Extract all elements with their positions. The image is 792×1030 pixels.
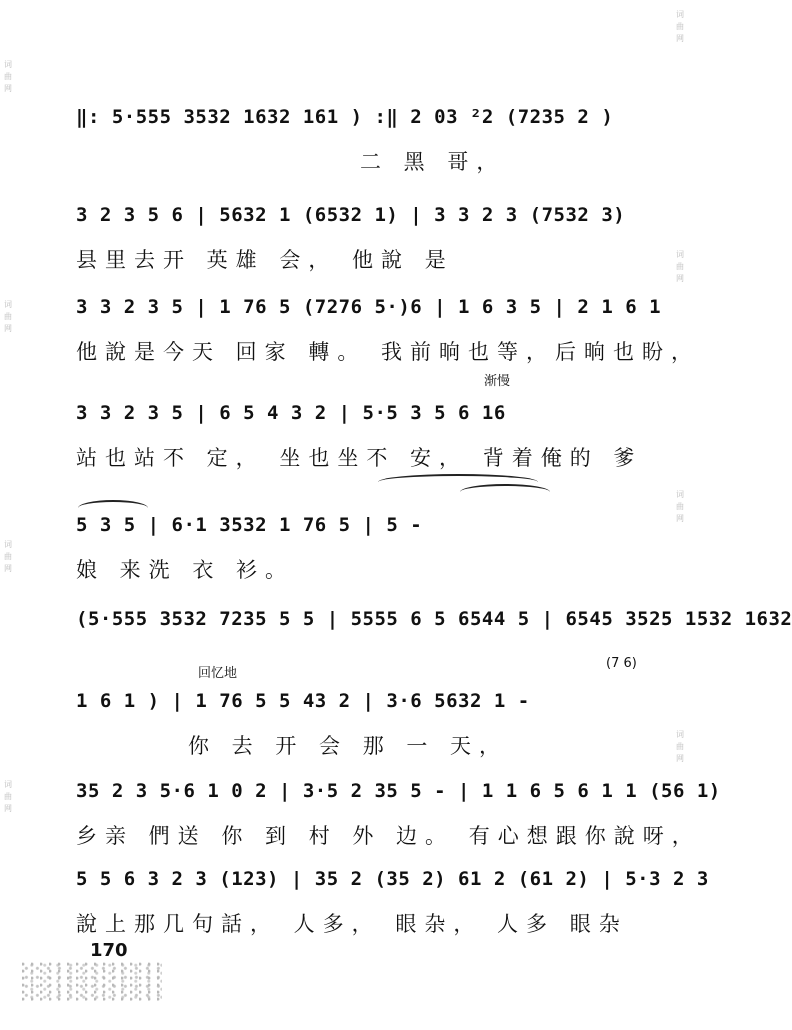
watermark-char: 网 bbox=[4, 564, 12, 573]
page-number: 170 bbox=[90, 940, 128, 961]
watermark-char: 词 bbox=[676, 10, 684, 19]
lyric-line: 乡亲 們送 你 到 村 外 边。 有心想跟你說呀， bbox=[76, 824, 701, 848]
notation-line: 5 5 6 3 2 3 (123) | 35 2 (35 2) 61 2 (61 2) | 5·3 2 3 bbox=[76, 868, 709, 890]
lyric-line: 站也站不 定， 坐也坐不 安， 背着俺的 爹 bbox=[76, 446, 643, 470]
lyric-line: 說上那几句話， 人多， 眼杂， 人多 眼杂 bbox=[76, 912, 628, 936]
watermark-char: 曲 bbox=[4, 72, 12, 81]
watermark-char: 词 bbox=[676, 730, 684, 739]
lyric-line: 二 黑 哥， bbox=[360, 150, 506, 174]
slur-arc bbox=[460, 484, 550, 500]
lyric-line: 娘 来洗 衣 衫。 bbox=[76, 558, 295, 582]
notation-line: 5 3 5 | 6·1 3532 1 76 5 | 5 - bbox=[76, 514, 423, 536]
notation-line: 3 3 2 3 5 | 1 76 5 (7276 5·)6 | 1 6 3 5 | 2 1 6 1 bbox=[76, 296, 662, 318]
watermark-char: 网 bbox=[676, 754, 684, 763]
watermark-char: 曲 bbox=[4, 552, 12, 561]
watermark-char: 网 bbox=[676, 34, 684, 43]
watermark-char: 曲 bbox=[676, 742, 684, 751]
grace-note-marking: (7 6) bbox=[606, 656, 637, 671]
lyric-line: 他說是今天 回家 轉。 我前晌也等，后晌也盼， bbox=[76, 340, 701, 364]
lyric-line: 你 去 开 会 那 一 天， bbox=[188, 734, 509, 758]
notation-line: ‖: 5·555 3532 1632 161 ) :‖ 2 03 ²2 (7235 2 ) bbox=[76, 106, 614, 128]
watermark-char: 词 bbox=[676, 490, 684, 499]
watermark-char: 网 bbox=[4, 84, 12, 93]
watermark-char: 网 bbox=[676, 274, 684, 283]
notation-line: 3 3 2 3 5 | 6 5 4 3 2 | 5·5 3 5 6 16 bbox=[76, 402, 506, 424]
tempo-marking: 渐慢 bbox=[484, 374, 511, 389]
watermark-char: 网 bbox=[4, 324, 12, 333]
notation-line: 1 6 1 ) | 1 76 5 5 43 2 | 3·6 5632 1 - bbox=[76, 690, 530, 712]
watermark-char: 曲 bbox=[676, 22, 684, 31]
watermark-char: 曲 bbox=[676, 502, 684, 511]
watermark-char: 曲 bbox=[676, 262, 684, 271]
watermark-char: 曲 bbox=[4, 792, 12, 801]
lyric-line: 县里去开 英雄 会， 他說 是 bbox=[76, 248, 454, 272]
watermark-char: 曲 bbox=[4, 312, 12, 321]
watermark-char: 词 bbox=[4, 540, 12, 549]
watermark-char: 词 bbox=[676, 250, 684, 259]
notation-line: 3 2 3 5 6 | 5632 1 (6532 1) | 3 3 2 3 (7532 3) bbox=[76, 204, 626, 226]
expression-marking: 回忆地 bbox=[198, 666, 238, 681]
notation-line: (5·555 3532 7235 5 5 | 5555 6 5 6544 5 | 6545 3525 1532 1632 bbox=[76, 608, 792, 630]
notation-line: 35 2 3 5·6 1 0 2 | 3·5 2 35 5 - | 1 1 6 5 6 1 1 (56 1) bbox=[76, 780, 721, 802]
watermark-char: 词 bbox=[4, 60, 12, 69]
watermark-char: 词 bbox=[4, 300, 12, 309]
watermark-char: 网 bbox=[676, 514, 684, 523]
slur-arc bbox=[78, 500, 148, 516]
watermark-char: 词 bbox=[4, 780, 12, 789]
left-watermark-strip bbox=[0, 0, 18, 1030]
watermark-char: 网 bbox=[4, 804, 12, 813]
print-speckle bbox=[22, 962, 162, 1002]
